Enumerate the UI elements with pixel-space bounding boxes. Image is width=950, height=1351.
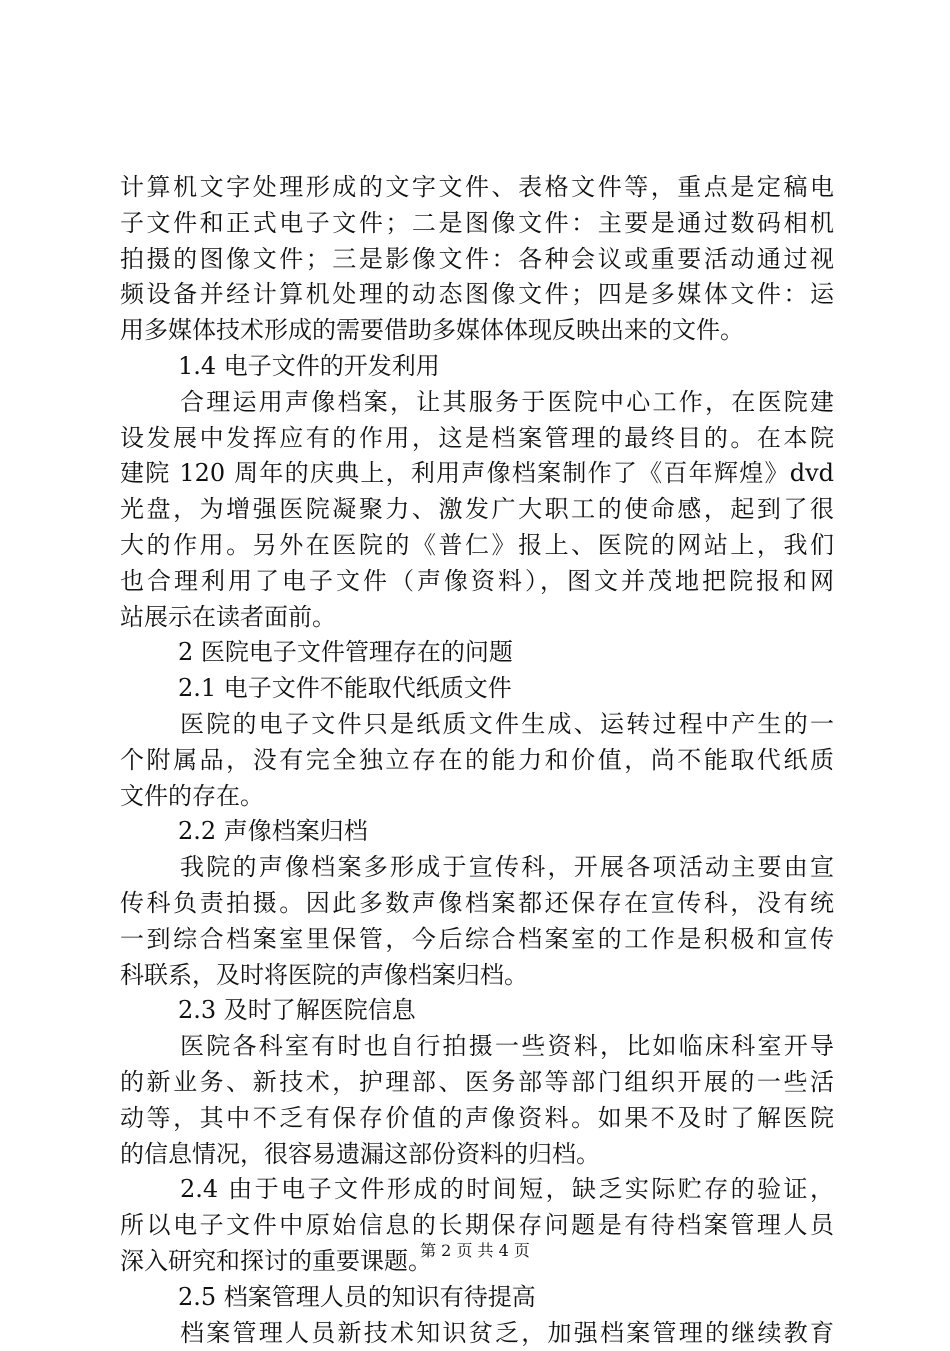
paragraph-line: 光盘，为增强医院凝聚力、激发广大职工的使命感，起到了很 <box>120 492 834 528</box>
document-body <box>120 170 834 1351</box>
paragraph-line: 一到综合档案室里保管，今后综合档案室的工作是积极和宣传 <box>120 922 834 958</box>
page-footer: 第 2 页 共 4 页 <box>0 1238 950 1261</box>
paragraph-line: 深入研究和探讨的重要课题。 <box>120 1244 834 1280</box>
paragraph-line: 设发展中发挥应有的作用，这是档案管理的最终目的。在本院 <box>120 421 834 457</box>
paragraph-line: 所以电子文件中原始信息的长期保存问题是有待档案管理人员 <box>120 1208 834 1244</box>
section-heading: 2 医院电子文件管理存在的问题 <box>120 635 834 671</box>
section-heading: 2.1 电子文件不能取代纸质文件 <box>120 671 834 707</box>
paragraph-line: 子文件和正式电子文件；二是图像文件：主要是通过数码相机 <box>120 206 834 242</box>
paragraph-line: 站展示在读者面前。 <box>120 600 834 636</box>
paragraph-line: 合理运用声像档案，让其服务于医院中心工作，在医院建 <box>120 385 834 421</box>
paragraph-line: 建院 120 周年的庆典上，利用声像档案制作了《百年辉煌》dvd <box>120 456 834 492</box>
paragraph-line: 也合理利用了电子文件（声像资料），图文并茂地把院报和网 <box>120 564 834 600</box>
paragraph-line: 医院各科室有时也自行拍摄一些资料，比如临床科室开导 <box>120 1029 834 1065</box>
paragraph-line: 的信息情况，很容易遗漏这部份资料的归档。 <box>120 1137 834 1173</box>
section-heading: 1.4 电子文件的开发利用 <box>120 349 834 385</box>
paragraph-line: 档案管理人员新技术知识贫乏，加强档案管理的继续教育 <box>120 1316 834 1351</box>
paragraph-line: 我院的声像档案多形成于宣传科，开展各项活动主要由宣 <box>120 850 834 886</box>
section-heading: 2.5 档案管理人员的知识有待提高 <box>120 1280 834 1316</box>
paragraph-line: 计算机文字处理形成的文字文件、表格文件等，重点是定稿电 <box>120 170 834 206</box>
paragraph-line: 动等，其中不乏有保存价值的声像资料。如果不及时了解医院 <box>120 1101 834 1137</box>
paragraph-line: 科联系，及时将医院的声像档案归档。 <box>120 958 834 994</box>
paragraph-line: 医院的电子文件只是纸质文件生成、运转过程中产生的一 <box>120 707 834 743</box>
paragraph-line: 拍摄的图像文件；三是影像文件：各种会议或重要活动通过视 <box>120 242 834 278</box>
paragraph-line: 频设备并经计算机处理的动态图像文件；四是多媒体文件：运 <box>120 277 834 313</box>
paragraph-line: 传科负责拍摄。因此多数声像档案都还保存在宣传科，没有统 <box>120 886 834 922</box>
paragraph-line: 文件的存在。 <box>120 779 834 815</box>
section-heading: 2.2 声像档案归档 <box>120 814 834 850</box>
paragraph-line: 用多媒体技术形成的需要借助多媒体体现反映出来的文件。 <box>120 313 834 349</box>
paragraph-line: 2.4 由于电子文件形成的时间短，缺乏实际贮存的验证， <box>120 1172 834 1208</box>
section-heading: 2.3 及时了解医院信息 <box>120 993 834 1029</box>
paragraph-line: 的新业务、新技术，护理部、医务部等部门组织开展的一些活 <box>120 1065 834 1101</box>
paragraph-line: 大的作用。另外在医院的《普仁》报上、医院的网站上，我们 <box>120 528 834 564</box>
paragraph-line: 个附属品，没有完全独立存在的能力和价值，尚不能取代纸质 <box>120 743 834 779</box>
